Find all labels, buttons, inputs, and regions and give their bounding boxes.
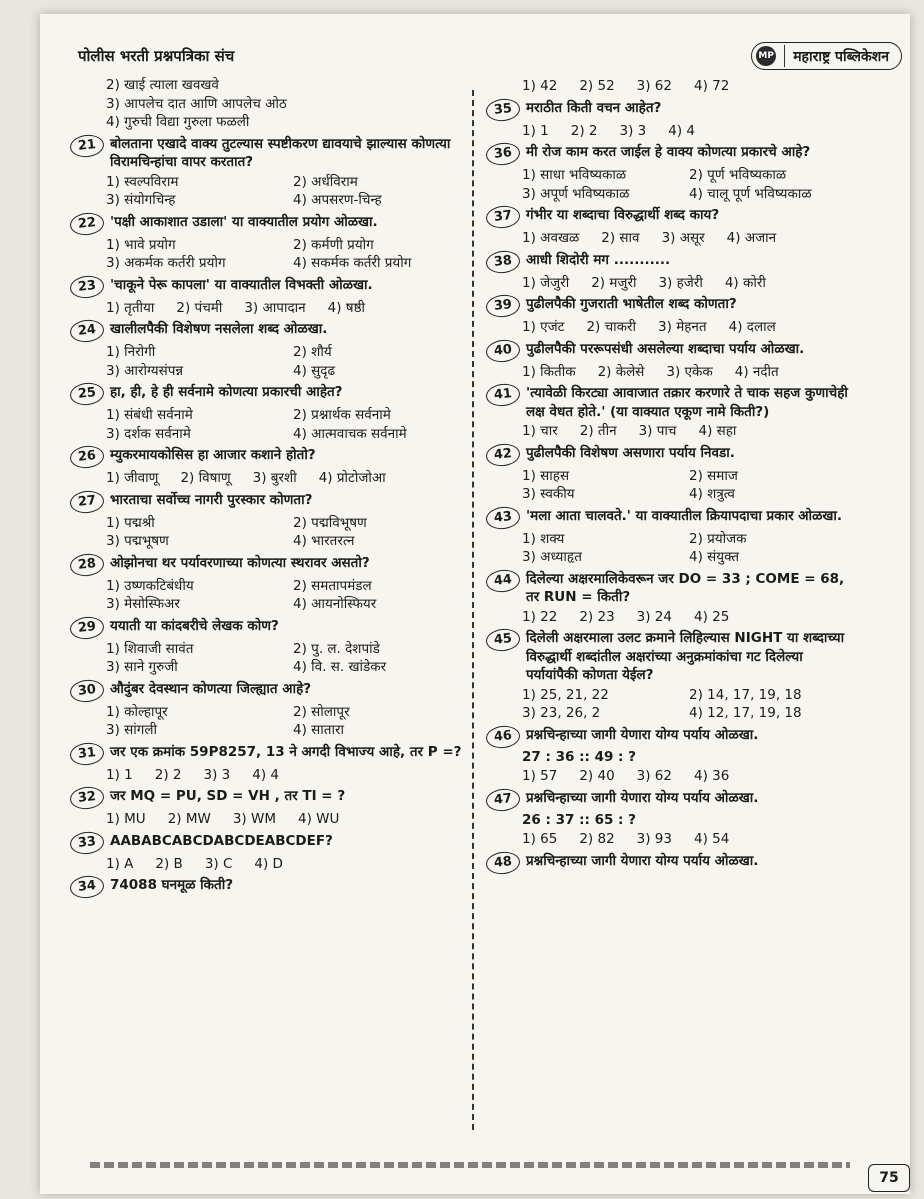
publisher-badge bbox=[751, 42, 902, 70]
question-header bbox=[70, 491, 480, 513]
question-header bbox=[486, 206, 856, 228]
option: 3) पद्मभूषण bbox=[106, 533, 169, 549]
question-34 bbox=[70, 876, 480, 898]
option: 4) 4 bbox=[252, 766, 279, 783]
option: 3) असूर bbox=[661, 230, 705, 246]
option: 1) कोल्हापूर bbox=[106, 703, 168, 720]
footer-bar bbox=[90, 1162, 850, 1168]
option: 1) भावे प्रयोग bbox=[106, 236, 176, 253]
question-text: प्रश्नचिन्हाच्या जागी येणारा योग्य पर्याय ओळखा. bbox=[526, 789, 759, 806]
option: 1) 42 bbox=[522, 78, 558, 94]
question-number: 28 bbox=[69, 552, 105, 577]
option: 1) 22 bbox=[522, 608, 558, 625]
question-text: पुढीलपैकी विशेषण असणारा पर्याय निवडा. bbox=[526, 444, 735, 461]
option-list bbox=[70, 703, 480, 740]
option: 3) 62 bbox=[636, 768, 672, 784]
left-column bbox=[70, 76, 480, 898]
publisher-name: महाराष्ट्र पब्लिकेशन bbox=[793, 48, 889, 65]
option: 3) WM bbox=[232, 811, 276, 827]
option-list bbox=[70, 766, 480, 785]
question-header bbox=[486, 789, 856, 811]
page-number: 75 bbox=[868, 1164, 910, 1192]
option-list bbox=[70, 173, 480, 210]
question-number: 30 bbox=[69, 678, 105, 703]
option: 2) कर्मणी प्रयोग bbox=[293, 236, 374, 253]
option: 3) 24 bbox=[636, 608, 672, 625]
question-extra: 26 : 37 :: 65 : ? bbox=[522, 811, 636, 828]
question-number: 24 bbox=[69, 318, 105, 343]
question-41 bbox=[486, 384, 856, 441]
question-number: 29 bbox=[69, 615, 105, 640]
option: 2) चाकरी bbox=[586, 319, 637, 335]
option: 1) जेजुरी bbox=[522, 274, 570, 291]
option: 1) तृतीया bbox=[106, 299, 155, 316]
option: 4) D bbox=[254, 855, 283, 872]
option-list bbox=[70, 514, 480, 551]
option: 3) आरोग्यसंपन्न bbox=[106, 362, 184, 379]
question-header bbox=[486, 507, 856, 529]
question-37 bbox=[486, 206, 856, 248]
question-header bbox=[70, 832, 480, 854]
option-list bbox=[486, 467, 856, 504]
option: 2) समतापमंडल bbox=[293, 577, 372, 594]
option-list bbox=[486, 530, 856, 567]
option-list bbox=[486, 363, 856, 382]
option: 4) षष्ठी bbox=[327, 299, 366, 316]
question-text: म्युकरमायकोसिस हा आजार कशाने होतो? bbox=[110, 447, 316, 463]
question-text: AABABCABCDABCDEABCDEF? bbox=[110, 832, 333, 849]
question-text: दिलेल्या अक्षरमालिकेवरून जर DO = 33 ; COME = 68, तर RUN = किती? bbox=[526, 570, 845, 605]
option: 3) संयोगचिन्ह bbox=[106, 192, 176, 208]
question-number: 47 bbox=[485, 787, 521, 812]
question-25 bbox=[70, 383, 480, 443]
option: 1) 65 bbox=[522, 831, 558, 847]
question-text: जर एक क्रमांक 59P8257, 13 ने अगदी विभाज्य आहे, तर P =? bbox=[110, 743, 462, 760]
option: 4) संयुक्त bbox=[689, 549, 740, 565]
option: 2) 23 bbox=[579, 608, 615, 625]
option: 2) सोलापूर bbox=[293, 703, 350, 720]
question-32 bbox=[70, 787, 480, 829]
option: 3) आपादान bbox=[244, 299, 306, 316]
question-number: 44 bbox=[485, 568, 521, 593]
option: 4) भारतरत्न bbox=[293, 533, 355, 549]
question-39 bbox=[486, 295, 856, 337]
question-text: हा, ही, हे ही सर्वनामे कोणत्या प्रकारची आहेत? bbox=[110, 384, 343, 400]
question-header bbox=[70, 135, 480, 172]
question-text: खालीलपैकी विशेषण नसलेला शब्द ओळखा. bbox=[110, 321, 328, 337]
option: 1) जीवाणू bbox=[106, 470, 159, 486]
option-list bbox=[486, 166, 856, 203]
question-22 bbox=[70, 213, 480, 273]
option-list bbox=[486, 422, 856, 441]
option: 2) पद्मविभूषण bbox=[293, 514, 367, 531]
option: 3) अकर्मक कर्तरी प्रयोग bbox=[106, 255, 226, 271]
option: 1) 25, 21, 22 bbox=[522, 686, 609, 703]
question-number: 39 bbox=[485, 293, 521, 318]
option: 1) पद्मश्री bbox=[106, 514, 155, 531]
question-45 bbox=[486, 629, 856, 723]
question-35 bbox=[486, 99, 856, 141]
question-number: 37 bbox=[485, 204, 521, 229]
option-list bbox=[486, 229, 856, 248]
option: 4) आयनोस्फियर bbox=[293, 596, 377, 612]
question-number: 46 bbox=[485, 724, 521, 749]
question-text: 'पक्षी आकाशात उडाला' या वाक्यातील प्रयोग ओळखा. bbox=[110, 213, 378, 230]
option: 1) साधा भविष्यकाळ bbox=[522, 167, 627, 183]
option: 1) अवखळ bbox=[522, 230, 580, 246]
question-42 bbox=[486, 444, 856, 504]
option-list bbox=[486, 830, 856, 849]
option: 4) 54 bbox=[693, 831, 730, 847]
option: 1) कितीक bbox=[522, 363, 576, 380]
option: 2) मजुरी bbox=[591, 274, 637, 291]
option: 2) 2 bbox=[570, 122, 598, 139]
question-24 bbox=[70, 320, 480, 380]
question-number: 26 bbox=[69, 444, 105, 469]
question-43 bbox=[486, 507, 856, 567]
question-number: 25 bbox=[69, 381, 105, 406]
option: 1) शक्य bbox=[522, 530, 565, 547]
option: 2) केलेसे bbox=[597, 363, 645, 380]
option: 4) WU bbox=[298, 811, 340, 827]
option: 3) C bbox=[204, 855, 233, 872]
question-header bbox=[486, 251, 856, 273]
option: 1) चार bbox=[522, 423, 558, 439]
question-33 bbox=[70, 832, 480, 874]
question-number: 31 bbox=[69, 741, 105, 766]
option: 3) मेसोस्फिअर bbox=[106, 596, 180, 612]
question-number: 34 bbox=[69, 874, 105, 899]
question-text: बोलताना एखादे वाक्य तुटल्यास स्पष्टीकरण द्यावयाचे झाल्यास कोणत्या विरामचिन्हांचा वापर करतात? bbox=[110, 135, 451, 170]
option: 2) 40 bbox=[579, 768, 615, 784]
option: 1) निरोगी bbox=[106, 344, 156, 360]
question-header bbox=[70, 276, 480, 298]
option: 1) एजंट bbox=[522, 319, 565, 335]
question-header bbox=[486, 143, 856, 165]
option: 1) साहस bbox=[522, 467, 570, 484]
question-header bbox=[70, 554, 480, 576]
option-list bbox=[70, 406, 480, 443]
option: 4) 25 bbox=[693, 608, 730, 625]
question-text: 74088 घनमूळ किती? bbox=[110, 877, 234, 893]
option: 4) 12, 17, 19, 18 bbox=[689, 705, 802, 721]
question-38 bbox=[486, 251, 856, 293]
question-29 bbox=[70, 617, 480, 677]
option: 3) सांगली bbox=[106, 722, 158, 738]
question-number: 38 bbox=[485, 249, 521, 274]
question-47 bbox=[486, 789, 856, 849]
question-text: भारताचा सर्वोच्च नागरी पुरस्कार कोणता? bbox=[110, 491, 313, 508]
question-text: प्रश्नचिन्हाच्या जागी येणारा योग्य पर्याय ओळखा. bbox=[526, 726, 759, 743]
question-text: प्रश्नचिन्हाच्या जागी येणारा योग्य पर्याय ओळखा. bbox=[526, 852, 759, 869]
option: 3) दर्शक सर्वनामे bbox=[106, 425, 191, 442]
question-text: मराठीत किती वचन आहेत? bbox=[526, 99, 662, 116]
option-list bbox=[486, 767, 856, 786]
question-number: 43 bbox=[485, 505, 521, 530]
option: 4) वि. स. खांडेकर bbox=[293, 659, 387, 675]
question-31 bbox=[70, 743, 480, 785]
question-header bbox=[486, 629, 856, 685]
option-list bbox=[70, 577, 480, 614]
option: 3) अध्याहृत bbox=[522, 549, 582, 565]
question-text: मी रोज काम करत जाईल हे वाक्य कोणत्या प्रकारचे आहे? bbox=[526, 144, 811, 160]
option: 4) 72 bbox=[693, 78, 730, 94]
question-header bbox=[70, 213, 480, 235]
option-list bbox=[486, 274, 856, 293]
question-44 bbox=[486, 570, 856, 627]
question-number: 23 bbox=[69, 274, 105, 299]
option: 1) A bbox=[106, 855, 134, 872]
question-text: औदुंबर देवस्थान कोणत्या जिल्ह्यात आहे? bbox=[110, 680, 312, 697]
option: 4) आत्मवाचक सर्वनामे bbox=[293, 425, 407, 442]
option-list bbox=[70, 236, 480, 273]
question-number: 22 bbox=[69, 211, 105, 236]
question-number: 42 bbox=[485, 442, 521, 467]
question-number: 32 bbox=[69, 785, 105, 810]
option-list bbox=[70, 469, 480, 488]
option: 2) पु. ल. देशपांडे bbox=[293, 640, 380, 657]
question-number: 21 bbox=[69, 133, 105, 158]
question-header bbox=[70, 876, 480, 898]
option: 3) पाच bbox=[638, 423, 677, 439]
question-text: 'त्यावेळी किरट्या आवाजात तक्रार करणारे ते चाक सहज कुणाचेही लक्ष वेधत होते.' (या वाक्यात एकूण नामे किती?) bbox=[526, 385, 848, 420]
option: 3) एकेक bbox=[666, 363, 713, 380]
question-text: गंभीर या शब्दाचा विरुद्धार्थी शब्द काय? bbox=[526, 207, 720, 223]
option: 3) स्वकीय bbox=[522, 486, 575, 502]
question-text: दिलेली अक्षरमाला उलट क्रमाने लिहिल्यास NIGHT या शब्दाच्या विरुद्धार्थी शब्दांतील अक्षरांच्या अनुक्रमांकांचा गट दिलेल्या पर्यायांपैकी कोणता येईल? bbox=[526, 630, 845, 683]
question-number: 41 bbox=[485, 382, 521, 407]
question-number: 35 bbox=[485, 97, 521, 122]
question-text: पुढीलपैकी पररूपसंधी असलेल्या शब्दाचा पर्याय ओळखा. bbox=[526, 340, 805, 357]
option: 2) समाज bbox=[689, 467, 738, 484]
option: 3) 3 bbox=[203, 766, 231, 783]
option: 4) सकर्मक कर्तरी प्रयोग bbox=[293, 255, 412, 271]
option: 3) मेहनत bbox=[658, 319, 707, 335]
option: 2) B bbox=[155, 855, 183, 872]
option: 1) MU bbox=[106, 811, 146, 827]
option: 2) शौर्य bbox=[293, 344, 332, 360]
question-46 bbox=[486, 726, 856, 786]
option-list bbox=[70, 299, 480, 318]
question-text: 'चाकूने पेरू कापला' या वाक्यातील विभक्ती ओळखा. bbox=[110, 276, 373, 293]
option: 3) 23, 26, 2 bbox=[522, 705, 601, 721]
question-text: पुढीलपैकी गुजराती भाषेतील शब्द कोणता? bbox=[526, 296, 737, 312]
question-48 bbox=[486, 852, 856, 874]
question-header bbox=[70, 446, 480, 468]
book-title: पोलीस भरती प्रश्नपत्रिका संच bbox=[78, 47, 235, 65]
option: 1) शिवाजी सावंत bbox=[106, 640, 194, 657]
option: 3) अपूर्ण भविष्यकाळ bbox=[522, 185, 630, 202]
question-text: ओझोनचा थर पर्यावरणाच्या कोणत्या स्थरावर असतो? bbox=[110, 554, 370, 571]
question-27 bbox=[70, 491, 480, 551]
option: 2) प्रश्नार्थक सर्वनामे bbox=[293, 407, 391, 423]
option: 3) हजेरी bbox=[658, 274, 703, 291]
question-header bbox=[70, 743, 480, 765]
question-header bbox=[70, 787, 480, 809]
option: 4) सातारा bbox=[293, 722, 344, 738]
question-21 bbox=[70, 135, 480, 210]
option: 2) 82 bbox=[579, 831, 615, 847]
question-36 bbox=[486, 143, 856, 203]
option-list bbox=[70, 640, 480, 677]
option: 2) पूर्ण भविष्यकाळ bbox=[689, 167, 787, 183]
question-extra: 27 : 36 :: 49 : ? bbox=[522, 748, 636, 765]
option: 2) MW bbox=[167, 811, 211, 827]
question-number: 27 bbox=[69, 489, 105, 514]
option: 1) 1 bbox=[106, 766, 133, 783]
option: 2) तीन bbox=[579, 423, 617, 439]
question-40 bbox=[486, 340, 856, 382]
option: 2) 14, 17, 19, 18 bbox=[689, 686, 802, 703]
option: 3) साने गुरुजी bbox=[106, 659, 178, 675]
option: 2) अर्धविराम bbox=[293, 173, 358, 190]
option-list bbox=[486, 686, 856, 723]
question-header bbox=[70, 320, 480, 342]
option-list bbox=[70, 810, 480, 829]
option: 3) बुरशी bbox=[252, 470, 297, 486]
question-number: 36 bbox=[485, 141, 521, 166]
option: 4) सुदृढ bbox=[293, 362, 336, 379]
question-header bbox=[486, 444, 856, 466]
option: 1) स्वल्पविराम bbox=[106, 173, 179, 190]
question-28 bbox=[70, 554, 480, 614]
question-header bbox=[486, 295, 856, 317]
option: 4) कोरी bbox=[724, 274, 766, 291]
question-header bbox=[70, 680, 480, 702]
option: 4) 4 bbox=[668, 122, 695, 139]
option: 4) अजान bbox=[726, 230, 777, 246]
option: 2) पंचमी bbox=[176, 299, 223, 316]
question-header bbox=[486, 726, 856, 748]
option: 4) दलाल bbox=[728, 319, 776, 335]
question-header bbox=[486, 99, 856, 121]
right-column bbox=[486, 76, 856, 874]
question-text: आधी शिदोरी मग ........... bbox=[526, 251, 671, 268]
option: 4) चालू पूर्ण भविष्यकाळ bbox=[689, 185, 812, 202]
question-30 bbox=[70, 680, 480, 740]
carry-over-line: 3) आपलेच दात आणि आपलेच ओठ bbox=[106, 95, 287, 112]
option-list bbox=[486, 318, 856, 337]
option: 1) 57 bbox=[522, 768, 558, 784]
question-23 bbox=[70, 276, 480, 318]
option: 4) अपसरण-चिन्ह bbox=[293, 192, 382, 208]
option: 3) 62 bbox=[636, 78, 672, 94]
option: 4) सहा bbox=[698, 423, 737, 439]
question-header bbox=[486, 570, 856, 607]
question-header bbox=[70, 617, 480, 639]
carry-over-line: 2) खाई त्याला खवखवे bbox=[106, 77, 219, 93]
option: 3) 93 bbox=[636, 831, 672, 847]
question-text: जर MQ = PU, SD = VH , तर TI = ? bbox=[110, 788, 346, 804]
option: 2) 2 bbox=[154, 766, 182, 783]
question-text: ययाती या कांदबरीचे लेखक कोण? bbox=[110, 617, 279, 634]
publisher-logo-icon: MP bbox=[756, 46, 776, 66]
option-list bbox=[70, 855, 480, 874]
carry-over-line: 4) गुरुची विद्या गुरुला फळली bbox=[106, 114, 250, 130]
question-header bbox=[70, 383, 480, 405]
option: 1) उष्णकटिबंधीय bbox=[106, 577, 194, 594]
option: 2) विषाणू bbox=[180, 470, 231, 486]
question-number: 33 bbox=[69, 830, 105, 855]
option-list bbox=[486, 122, 856, 141]
option: 1) 1 bbox=[522, 122, 549, 139]
option: 4) प्रोटोजोआ bbox=[318, 470, 386, 486]
question-header bbox=[486, 384, 856, 421]
option: 4) शत्रुत्व bbox=[689, 486, 735, 502]
badge-divider bbox=[784, 45, 785, 67]
question-header bbox=[486, 852, 856, 874]
option: 3) 3 bbox=[619, 122, 647, 139]
option-list bbox=[70, 343, 480, 380]
carry-over-options bbox=[486, 77, 856, 96]
option: 2) 52 bbox=[579, 78, 615, 94]
option: 4) 36 bbox=[693, 768, 730, 784]
question-number: 45 bbox=[485, 627, 521, 652]
question-26 bbox=[70, 446, 480, 488]
question-number: 48 bbox=[485, 850, 521, 875]
option: 4) नदीत bbox=[734, 363, 779, 380]
question-header bbox=[486, 340, 856, 362]
option: 2) साव bbox=[601, 230, 640, 246]
option-list bbox=[486, 608, 856, 627]
question-text: 'मला आता चालवते.' या वाक्यातील क्रियापदाचा प्रकार ओळखा. bbox=[526, 507, 843, 524]
option: 2) प्रयोजक bbox=[689, 530, 747, 547]
question-number: 40 bbox=[485, 338, 521, 363]
option: 1) संबंधी सर्वनामे bbox=[106, 407, 193, 423]
